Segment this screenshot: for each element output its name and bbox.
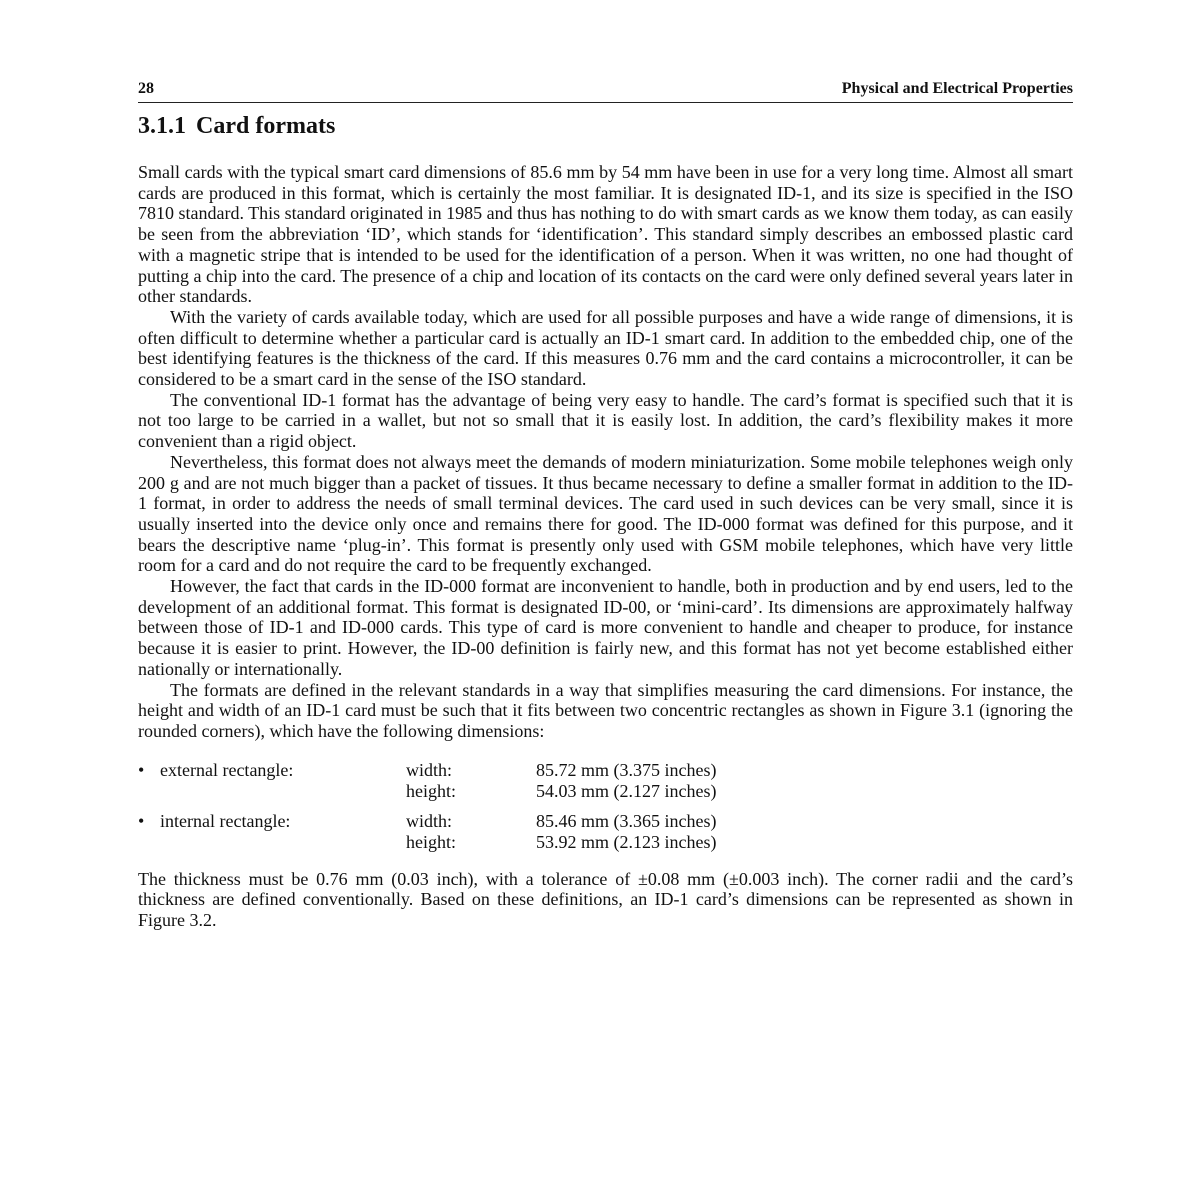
- spacer: [138, 781, 406, 802]
- spec-label: [138, 760, 406, 781]
- rectangle-name: internal rectangle:: [160, 810, 291, 831]
- height-value: 53.92 mm (2.123 inches): [536, 831, 717, 852]
- list-item: [138, 811, 1073, 853]
- paragraph: However, the fact that cards in the ID-000 format are inconvenient to handle, both in production and by end users, led to the development of an additional format. This format is designated ID-00, or ‘mini-card’. Its dimensions are approximately halfway between those of ID-1 and ID-000 cards. This type of card is more convenient to handle and cheaper to produce, for instance because it is easier to print. However, the ID-00 definition is fairly new, and this format has not yet become established either nationally or internationally.: [138, 576, 1073, 679]
- spec-label: [138, 811, 406, 832]
- width-value: 85.46 mm (3.365 inches): [536, 810, 717, 831]
- section-title: Card formats: [196, 113, 336, 139]
- document-page: [138, 80, 1073, 931]
- closing-text: [138, 869, 1073, 931]
- width-value: 85.72 mm (3.375 inches): [536, 759, 717, 780]
- list-item: [138, 760, 1073, 802]
- paragraph: With the variety of cards available today, which are used for all possible purposes and have a wide range of dimensions, it is often difficult to determine whether a particular card is actually an ID-1 smart card. In addition to the embedded chip, one of the best identifying features is the thickness of the card. If this measures 0.76 mm and the card contains a microcontroller, it can be considered to be a smart card in the sense of the ISO standard.: [138, 306, 1073, 390]
- page-number: 28: [138, 80, 154, 97]
- running-title: Physical and Electrical Properties: [841, 80, 1073, 97]
- height-value: 54.03 mm (2.127 inches): [536, 780, 717, 801]
- section-number: 3.1.1: [138, 113, 186, 139]
- paragraph: Nevertheless, this format does not always meet the demands of modern miniaturization. Some mobile telephones weigh only 200 g and are not much bigger than a packet of tissues. It thus became necessary to define a smaller format in addition to the ID-1 format, in order to address the needs of small terminal devices. The card used in such devices can be very small, since it is usually inserted into the device only once and remains there for good. The ID-000 format was defined for this purpose, and it bears the descriptive name ‘plug-in’. This format is presently only used with GSM mobile telephones, which have very little room for a card and do not require the card to be frequently exchanged.: [138, 451, 1073, 576]
- bullet-icon: •: [138, 810, 145, 831]
- dimension-list: [138, 760, 1073, 853]
- paragraph: The thickness must be 0.76 mm (0.03 inch), with a tolerance of ±0.08 mm (±0.003 inch). The corner radii and the card’s thickness are defined conventionally. Based on these definitions, an ID-1 card’s dimensions can be represented as shown in Figure 3.2.: [138, 868, 1073, 931]
- rectangle-name: external rectangle:: [160, 759, 294, 780]
- body-text: [138, 162, 1073, 742]
- height-label: height:: [406, 831, 456, 852]
- spacer: [138, 832, 406, 853]
- paragraph: The formats are defined in the relevant standards in a way that simplifies measuring the card dimensions. For instance, the height and width of an ID-1 card must be such that it fits between two concentric rectangles as shown in Figure 3.1 (ignoring the rounded corners), which have the following dimensions:: [138, 679, 1073, 741]
- running-header: [138, 80, 1073, 103]
- paragraph: The conventional ID-1 format has the advantage of being very easy to handle. The card’s format is specified such that it is not too large to be carried in a wallet, but not so small that it is easily lost. In addition, the card’s flexibility makes it more convenient than a rigid object.: [138, 389, 1073, 452]
- section-heading: [138, 113, 1073, 140]
- height-label: height:: [406, 780, 456, 801]
- paragraph: Small cards with the typical smart card dimensions of 85.6 mm by 54 mm have been in use for a very long time. Almost all smart cards are produced in this format, which is certainly the most familiar. It is designated ID-1, and its size is specified in the ISO 7810 standard. This standard originated in 1985 and thus has nothing to do with smart cards as we know them today, as can easily be seen from the abbreviation ‘ID’, which stands for ‘identification’. This standard simply describes an embossed plastic card with a magnetic stripe that is intended to be used for the identification of a person. When it was written, no one had thought of putting a chip into the card. The presence of a chip and location of its contacts on the card were only defined several years later in other standards.: [138, 162, 1073, 307]
- width-label: width:: [406, 759, 453, 780]
- width-label: width:: [406, 810, 453, 831]
- bullet-icon: •: [138, 759, 145, 780]
